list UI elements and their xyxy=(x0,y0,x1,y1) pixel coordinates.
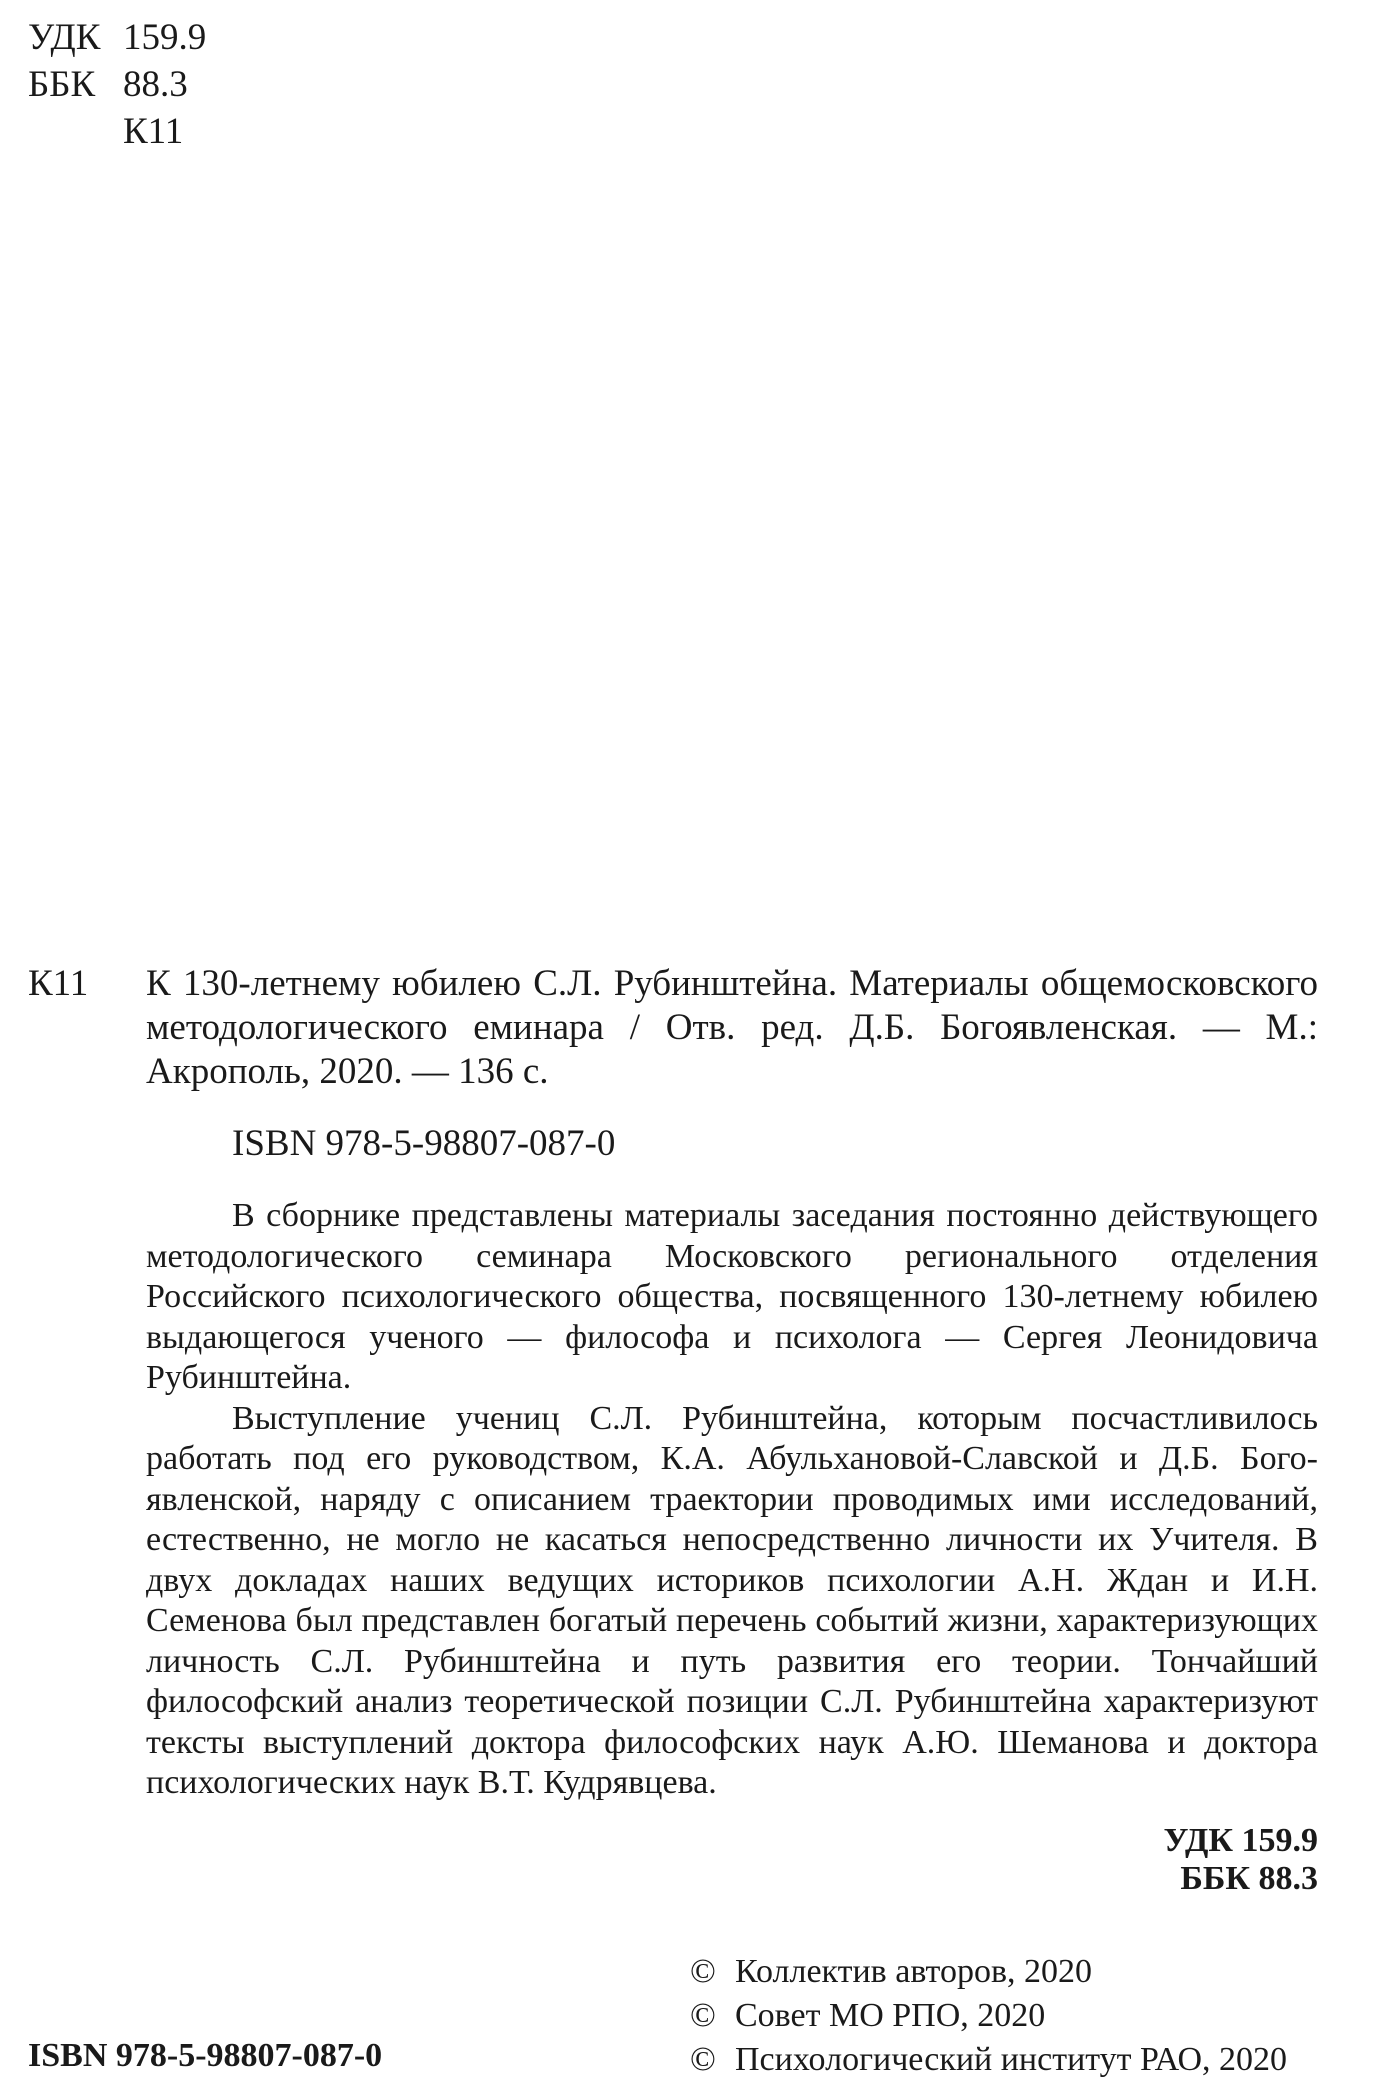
copyright-line xyxy=(690,2038,1287,2082)
bottom-classification-codes xyxy=(1163,1822,1318,1898)
author-mark: К11 xyxy=(28,963,89,1004)
copyright-text: Коллектив авторов, 2020 xyxy=(735,1953,1092,1990)
author-mark-top: К11 xyxy=(123,111,184,152)
isbn-line: ISBN 978-5-98807-087-0 xyxy=(232,1123,616,1164)
copyright-line xyxy=(690,1994,1287,2038)
bbk-value: 88.3 xyxy=(123,64,188,105)
classification-codes xyxy=(28,14,206,155)
bibliographic-description: К 130-летнему юбилею С.Л. Рубинштейна. Материалы общемосковского методологического еминара / Отв. ред. Д.Б. Богоявленская. — М.: Акрополь, 2020. — 136 с. xyxy=(146,963,1318,1092)
abstract-paragraph: В сборнике представлены материалы заседания постоянно действующего методологического семинара Московского регионального отделения Российского психологического общества, посвященного 130-летнему юбилею выдающегося ученого — философа и психолога — Сергея Леонидовича Рубинштейна. xyxy=(146,1197,1318,1396)
author-mark-row xyxy=(28,108,206,155)
udk-value: 159.9 xyxy=(123,17,207,58)
copyright-line xyxy=(690,1950,1287,1994)
author-mark-spacer xyxy=(28,108,123,155)
copyright-icon: © xyxy=(690,1997,716,2034)
isbn-bottom: ISBN 978-5-98807-087-0 xyxy=(28,2037,383,2074)
copyright-icon: © xyxy=(690,2041,716,2078)
copyright-text: Психологический институт РАО, 2020 xyxy=(735,2041,1288,2078)
entry-body xyxy=(146,962,1318,1804)
abstract-paragraph: Выступление учениц С.Л. Рубинштейна, которым посчастливилось работать под его руководством, К.А. Абульхановой-Славской и Д.Б. Богоявленской, наряду с описанием траектории проводимых ими исследований, естественно, не могло не касаться непосредственно личности их Учителя. В двух докладах наших ведущих историков психологии А.Н. Ждан и И.Н. Семенова был представлен богатый перечень событий жизни, характеризующих личность С.Л. Рубинштейна и путь развития его теории. Тончайший философский анализ теоретической позиции С.Л. Рубинштейна характеризуют тексты выступлений доктора философских наук А.Ю. Шеманова и доктора психологических наук В.Т. Кудрявцева. xyxy=(146,1399,1318,1801)
udk-label: УДК xyxy=(28,17,101,58)
bottom-bbk: ББК 88.3 xyxy=(1180,1860,1318,1897)
abstract xyxy=(146,1196,1318,1804)
copyright-text: Совет МО РПО, 2020 xyxy=(735,1997,1046,2034)
udk-code-row xyxy=(28,14,206,61)
bottom-udk: УДК 159.9 xyxy=(1163,1822,1318,1859)
copyright-icon: © xyxy=(690,1953,716,1990)
bbk-label: ББК xyxy=(28,64,96,105)
copyright-block xyxy=(690,1950,1287,2082)
bbk-code-row xyxy=(28,61,206,108)
